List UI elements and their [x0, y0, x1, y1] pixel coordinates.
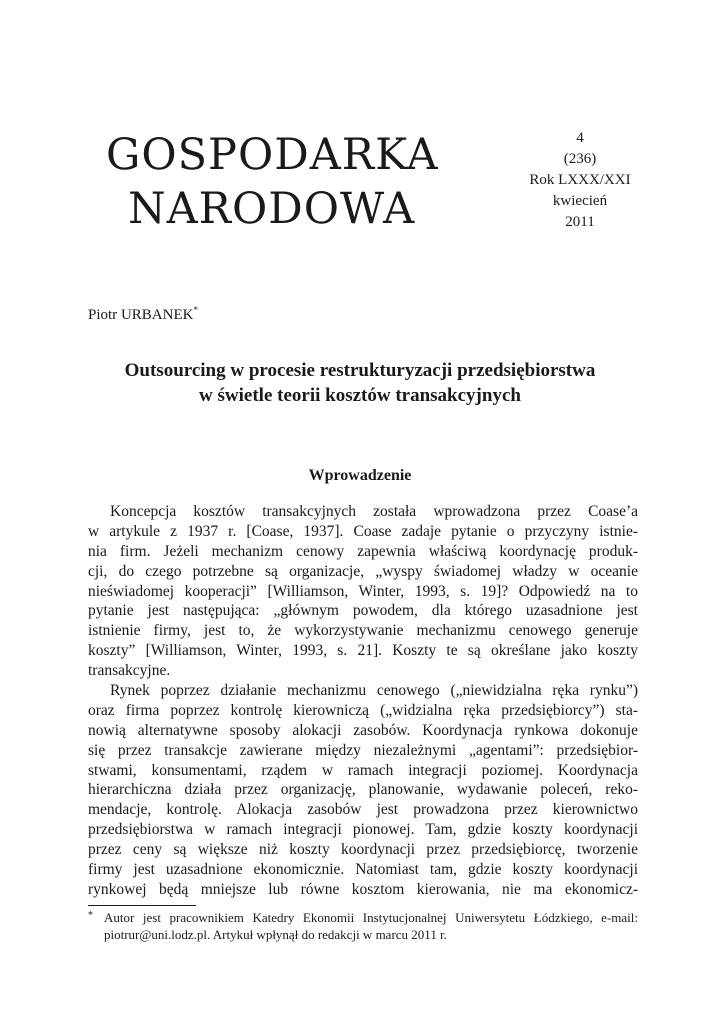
- paragraph-2: [88, 681, 638, 900]
- text-line: przez ceny są większe niż koszty koordynacji przez przedsiębiorcę, tworzenie: [88, 841, 638, 859]
- text-line: rynkowej będą mniejsze lub równe kosztom kierowania, nie ma ekonomicz-: [88, 880, 638, 898]
- text-line: mendacje, kontrolę. Alokacja zasobów jest prowadzona przez kierownictwo: [88, 801, 638, 819]
- author-first-name: Piotr: [88, 307, 118, 323]
- text-line: cji, do czego potrzebne są organizacje, „wyspy świadomej władzy w oceanie: [88, 562, 638, 580]
- text-line: Rynek poprzez działanie mechanizmu cenowego („niewidzialna ręka rynku”): [110, 682, 638, 700]
- text-line: firmy jest uzasadnione ekonomicznie. Natomiast tam, gdzie koszty koordynacji: [88, 861, 638, 879]
- text-line: pytanie jest następująca: „głównym powodem, dla którego uzasadnione jest: [88, 602, 638, 620]
- issue-info: [510, 128, 650, 233]
- author: [88, 300, 198, 325]
- journal-title-line2: NARODOWA: [128, 184, 416, 234]
- article-title-line1: Outsourcing w procesie restrukturyzacji przedsiębiorstwa: [124, 360, 596, 381]
- issue-total: (236): [563, 151, 597, 167]
- footnote-marker: *: [88, 910, 93, 921]
- article-title: [80, 358, 640, 408]
- text-line: transakcyjne.: [88, 662, 171, 680]
- text-line: Koncepcja kosztów transakcyjnych została wprowadzona przez Coase’a: [110, 503, 638, 520]
- text-line: przedsiębiorstwa w ramach integracji pionowej. Tam, gdzie koszty koordynacji: [88, 821, 638, 839]
- text-line: nowią alternatywne sposoby alokacji zasobów. Koordynacja rynkowa dokonuje: [88, 721, 638, 739]
- paragraph-1: [88, 502, 638, 681]
- text-line: istnienie firmy, jest to, że wykorzystywanie mechanizmu cenowego generuje: [88, 622, 638, 640]
- body-text: [88, 502, 638, 900]
- text-line: w artykule z 1937 r. [Coase, 1937]. Coase zadaje pytanie o przyczyny istnie-: [88, 522, 638, 540]
- journal-title: [106, 128, 439, 236]
- author-footnote-marker[interactable]: *: [193, 305, 198, 315]
- issue-year: 2011: [565, 214, 595, 230]
- article-title-line2: w świetle teorii kosztów transakcyjnych: [199, 385, 521, 406]
- issue-month: kwiecień: [552, 193, 608, 209]
- journal-title-line1: GOSPODARKA: [106, 130, 439, 180]
- issue-number: 4: [576, 130, 584, 146]
- text-line: hierarchiczna działa przez organizację, planowanie, wydawanie poleceń, reko-: [88, 781, 638, 799]
- footnote: [88, 909, 638, 943]
- text-line: stwami, konsumentami, rządem w ramach integracji poziomej. Koordynacja: [88, 761, 638, 779]
- text-line: się przez transakcje zawierane między niezależnymi „agentami”: przedsiębior-: [88, 741, 638, 759]
- text-line: nia firm. Jeżeli mechanizm cenowy zapewnia właściwą koordynację produk-: [88, 542, 638, 560]
- footnote-line: piotrur@uni.lodz.pl. Artykuł wpłynął do redakcji w marcu 2011 r.: [104, 927, 447, 942]
- text-line: nieświadomej kooperacji” [Williamson, Winter, 1993, s. 19]? Odpowiedź na to: [88, 582, 638, 600]
- text-line: koszty” [Williamson, Winter, 1993, s. 21]. Koszty te są określane jako koszty: [88, 642, 638, 660]
- section-heading: Wprowadzenie: [308, 467, 412, 484]
- text-line: oraz firma poprzez kontrolę kierowniczą („widzialna ręka przedsiębiorcy”) sta-: [88, 701, 638, 719]
- author-last-name: URBANEK: [120, 307, 194, 323]
- issue-volume: Rok LXXX/XXI: [529, 172, 631, 188]
- footnote-divider: [88, 905, 196, 906]
- footnote-line: Autor jest pracownikiem Katedry Ekonomii Instytucjonalnej Uniwersytetu Łódzkiego, e-mail:: [104, 910, 638, 925]
